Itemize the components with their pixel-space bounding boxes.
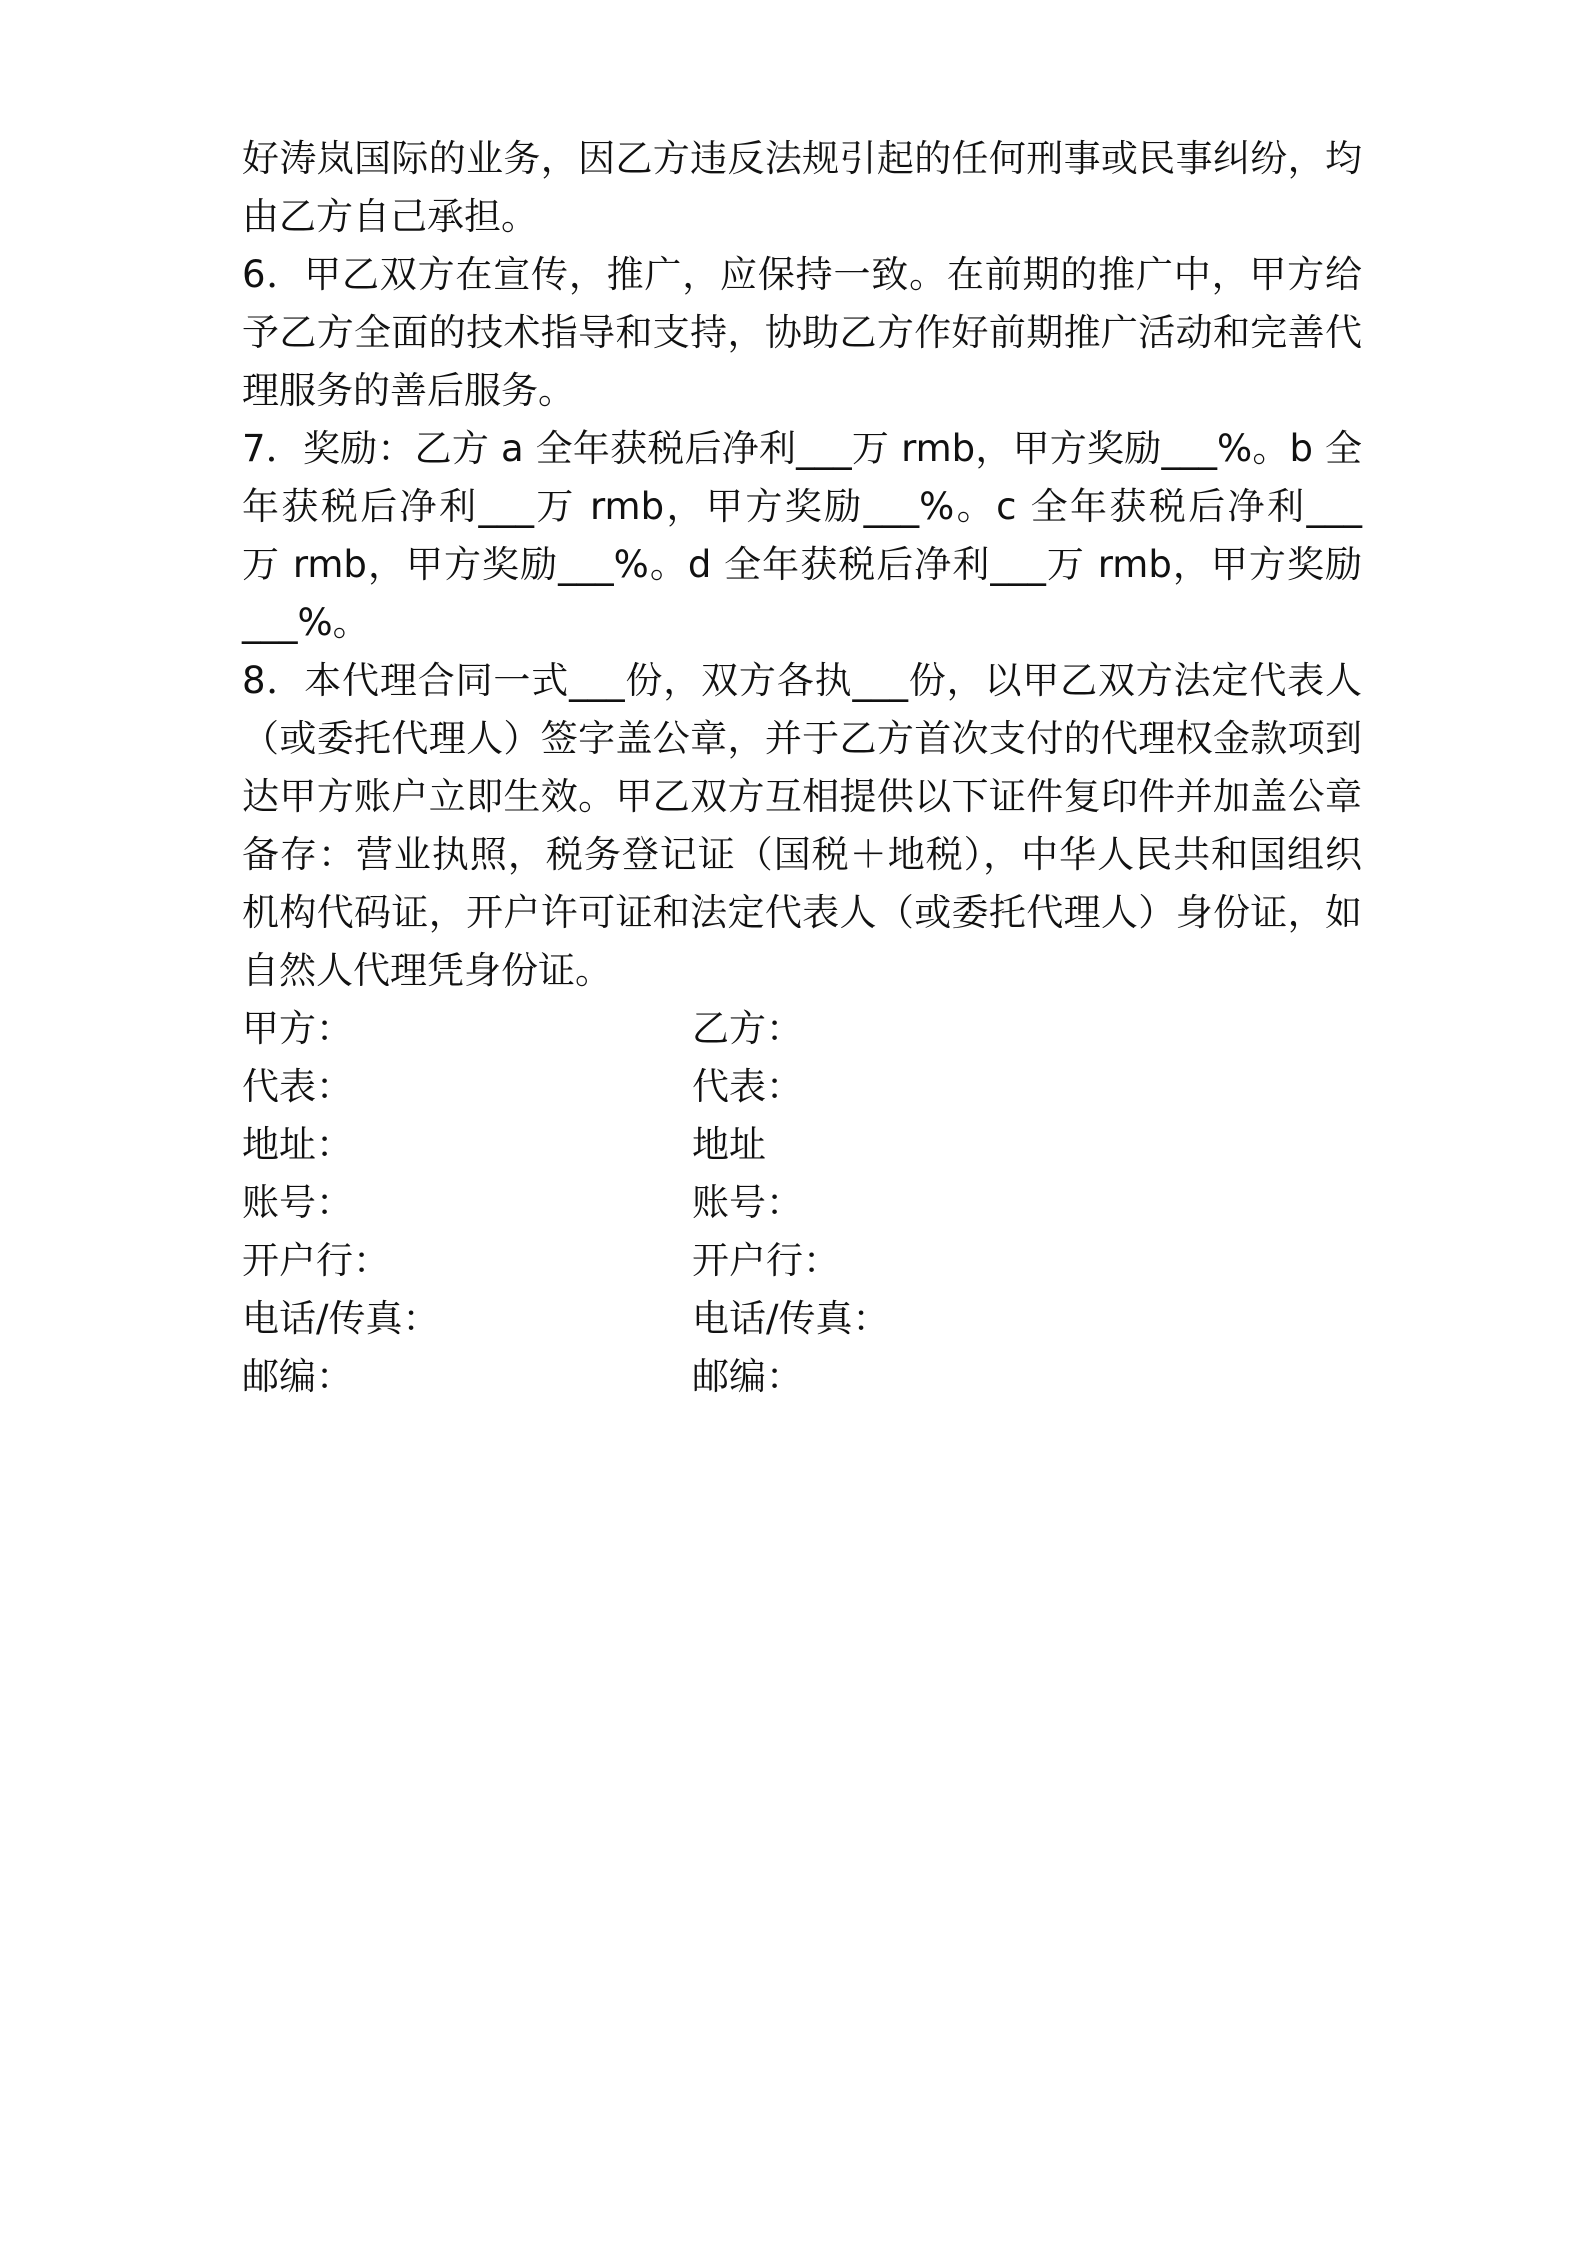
party-a-address: 地址： (242, 1123, 353, 1166)
party-a-bank: 开户行： (242, 1239, 390, 1282)
clause-8-line: 机构代码证，开户许可证和法定代表人（或委托代理人）身份证，如 (242, 891, 1362, 934)
party-b-label: 乙方： (692, 1007, 803, 1050)
clause-8-line: （或委托代理人）签字盖公章，并于乙方首次支付的代理权金款项到 (242, 717, 1362, 760)
clause-7-line: ___%。 (242, 601, 370, 644)
clause-8-line: 达甲方账户立即生效。甲乙双方互相提供以下证件复印件并加盖公章 (242, 775, 1362, 818)
clause-8-line: 8．本代理合同一式___份，双方各执___份，以甲乙双方法定代表人 (242, 659, 1362, 702)
party-b-account: 账号： (692, 1181, 803, 1224)
clause-8-line: 备存：营业执照，税务登记证（国税＋地税），中华人民共和国组织 (242, 833, 1362, 876)
party-b-representative: 代表： (692, 1065, 803, 1108)
party-b-bank: 开户行： (692, 1239, 840, 1282)
clause-7-line: 万 rmb，甲方奖励___%。d 全年获税后净利___万 rmb，甲方奖励 (242, 543, 1362, 586)
party-b-phone-fax: 电话/传真： (692, 1297, 890, 1340)
party-a-account: 账号： (242, 1181, 353, 1224)
party-a-label: 甲方： (242, 1007, 353, 1050)
party-b-address: 地址 (692, 1123, 766, 1166)
party-a-postcode: 邮编： (242, 1355, 353, 1398)
clause-7-line: 年获税后净利___万 rmb，甲方奖励___%。c 全年获税后净利___ (242, 485, 1362, 528)
clause-6-line: 6．甲乙双方在宣传，推广，应保持一致。在前期的推广中，甲方给 (242, 253, 1362, 296)
document-page (242, 0, 1362, 2244)
paragraph-line: 好涛岚国际的业务，因乙方违反法规引起的任何刑事或民事纠纷，均 (242, 137, 1362, 180)
clause-7-line: 7．奖励：乙方 a 全年获税后净利___万 rmb，甲方奖励___%。b 全 (242, 427, 1362, 470)
clause-6-line: 予乙方全面的技术指导和支持，协助乙方作好前期推广活动和完善代 (242, 311, 1362, 354)
clause-8-line: 自然人代理凭身份证。 (242, 949, 612, 992)
paragraph-line: 由乙方自己承担。 (242, 195, 538, 238)
party-a-phone-fax: 电话/传真： (242, 1297, 440, 1340)
clause-6-line: 理服务的善后服务。 (242, 369, 575, 412)
party-b-postcode: 邮编： (692, 1355, 803, 1398)
party-a-representative: 代表： (242, 1065, 353, 1108)
